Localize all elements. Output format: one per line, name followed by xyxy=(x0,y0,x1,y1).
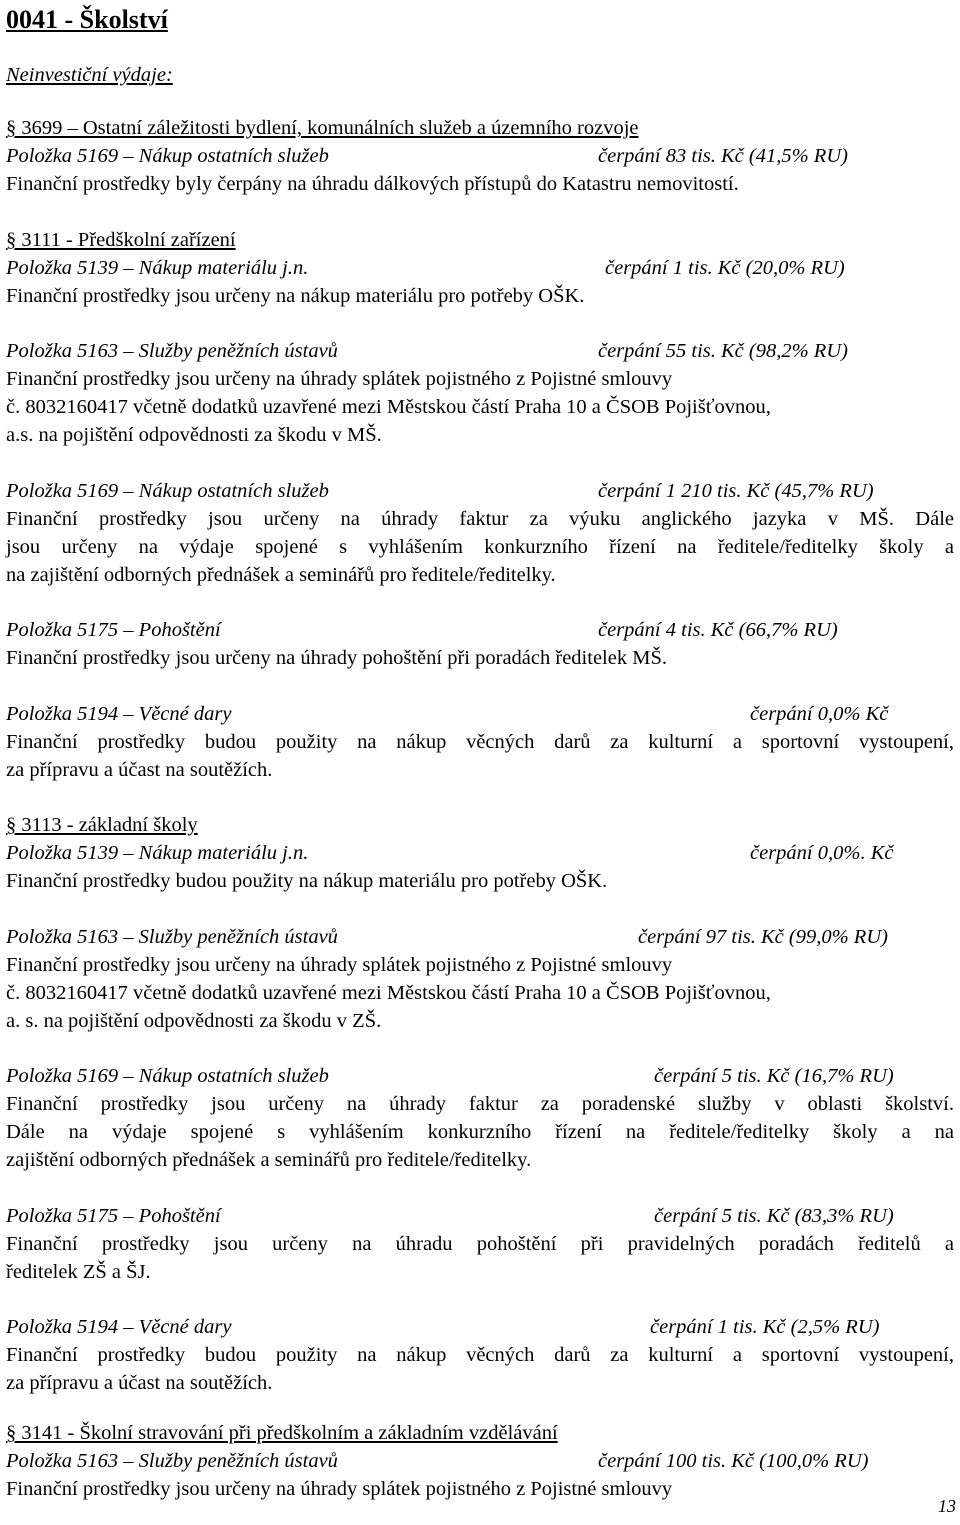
paragraph-line: Finanční prostředky jsou určeny na úhradu pohoštění při pravidelných poradách ředitelů a xyxy=(6,1233,954,1255)
section-heading-3113: § 3113 - základní školy xyxy=(6,814,198,836)
paragraph-line: Finanční prostředky jsou určeny na úhrady faktur za výuku anglického jazyka v MŠ. Dále xyxy=(6,508,954,530)
item-label: Položka 5194 – Věcné dary xyxy=(6,703,232,725)
item-amount: čerpání 0,0%. Kč xyxy=(750,842,894,864)
subtitle: Neinvestiční výdaje: xyxy=(6,64,173,86)
page-number: 13 xyxy=(938,1496,956,1516)
paragraph-line: ředitelek ZŠ a ŠJ. xyxy=(6,1261,151,1283)
item-label: Položka 5139 – Nákup materiálu j.n. xyxy=(6,257,309,279)
item-label: Položka 5175 – Pohoštění xyxy=(6,1205,221,1227)
item-amount: čerpání 100 tis. Kč (100,0% RU) xyxy=(598,1450,869,1472)
item-label: Položka 5163 – Služby peněžních ústavů xyxy=(6,926,338,948)
document-title: 0041 - Školství xyxy=(6,5,168,34)
paragraph-line: Finanční prostředky budou použity na nákup věcných darů za kulturní a sportovní vystoupení, xyxy=(6,731,954,753)
paragraph-line: zajištění odborných přednášek a seminářů pro ředitele/ředitelky. xyxy=(6,1149,532,1171)
item-label: Položka 5139 – Nákup materiálu j.n. xyxy=(6,842,309,864)
section-heading-3699: § 3699 – Ostatní záležitosti bydlení, komunálních služeb a územního rozvoje xyxy=(6,117,639,139)
paragraph-line: Finanční prostředky jsou určeny na úhrady splátek pojistného z Pojistné smlouvy xyxy=(6,1478,673,1500)
item-amount: čerpání 1 tis. Kč (2,5% RU) xyxy=(650,1316,880,1338)
item-amount: čerpání 0,0% Kč xyxy=(750,703,889,725)
item-label: Položka 5169 – Nákup ostatních služeb xyxy=(6,480,329,502)
paragraph-line: Finanční prostředky jsou určeny na úhrady splátek pojistného z Pojistné smlouvy xyxy=(6,954,673,976)
item-amount: čerpání 5 tis. Kč (16,7% RU) xyxy=(654,1065,894,1087)
item-label: Položka 5169 – Nákup ostatních služeb xyxy=(6,1065,329,1087)
item-label: Položka 5169 – Nákup ostatních služeb xyxy=(6,145,329,167)
paragraph-line: Finanční prostředky budou použity na nákup materiálu pro potřeby OŠK. xyxy=(6,870,608,892)
item-label: Položka 5163 – Služby peněžních ústavů xyxy=(6,340,338,362)
paragraph-line: Finanční prostředky jsou určeny na úhrady splátek pojistného z Pojistné smlouvy xyxy=(6,368,673,390)
item-amount: čerpání 4 tis. Kč (66,7% RU) xyxy=(598,619,838,641)
paragraph-line: č. 8032160417 včetně dodatků uzavřené mezi Městskou částí Praha 10 a ČSOB Pojišťovnou, xyxy=(6,982,771,1004)
paragraph-line: Finanční prostředky jsou určeny na úhrady pohoštění při poradách ředitelek MŠ. xyxy=(6,647,667,669)
section-heading-3111: § 3111 - Předškolní zařízení xyxy=(6,229,236,251)
paragraph-line: č. 8032160417 včetně dodatků uzavřené mezi Městskou částí Praha 10 a ČSOB Pojišťovnou, xyxy=(6,396,771,418)
item-amount: čerpání 5 tis. Kč (83,3% RU) xyxy=(654,1205,894,1227)
paragraph-line: Finanční prostředky budou použity na nákup věcných darů za kulturní a sportovní vystoupení, xyxy=(6,1344,954,1366)
section-heading-3141: § 3141 - Školní stravování při předškolním a základním vzdělávání xyxy=(6,1422,558,1444)
paragraph-line: a. s. na pojištění odpovědnosti za škodu v ZŠ. xyxy=(6,1010,382,1032)
item-label: Položka 5175 – Pohoštění xyxy=(6,619,221,641)
paragraph-line: za přípravu a účast na soutěžích. xyxy=(6,759,273,781)
item-amount: čerpání 1 210 tis. Kč (45,7% RU) xyxy=(598,480,874,502)
paragraph-line: Finanční prostředky jsou určeny na úhrady faktur za poradenské služby v oblasti školství. xyxy=(6,1093,954,1115)
item-label: Položka 5163 – Služby peněžních ústavů xyxy=(6,1450,338,1472)
item-amount: čerpání 1 tis. Kč (20,0% RU) xyxy=(605,257,845,279)
paragraph-line: Dále na výdaje spojené s vyhlášením konkurzního řízení na ředitele/ředitelky školy a na xyxy=(6,1121,954,1143)
paragraph-line: Finanční prostředky byly čerpány na úhradu dálkových přístupů do Katastru nemovitostí. xyxy=(6,173,739,195)
paragraph-line: za přípravu a účast na soutěžích. xyxy=(6,1372,273,1394)
paragraph-line: na zajištění odborných přednášek a seminářů pro ředitele/ředitelky. xyxy=(6,564,556,586)
paragraph-line: Finanční prostředky jsou určeny na nákup materiálu pro potřeby OŠK. xyxy=(6,285,585,307)
paragraph-line: jsou určeny na výdaje spojené s vyhlášením konkurzního řízení na ředitele/ředitelky školy a xyxy=(6,536,954,558)
item-amount: čerpání 97 tis. Kč (99,0% RU) xyxy=(638,926,888,948)
paragraph-line: a.s. na pojištění odpovědnosti za škodu v MŠ. xyxy=(6,424,382,446)
item-amount: čerpání 83 tis. Kč (41,5% RU) xyxy=(598,145,848,167)
item-label: Položka 5194 – Věcné dary xyxy=(6,1316,232,1338)
item-amount: čerpání 55 tis. Kč (98,2% RU) xyxy=(598,340,848,362)
